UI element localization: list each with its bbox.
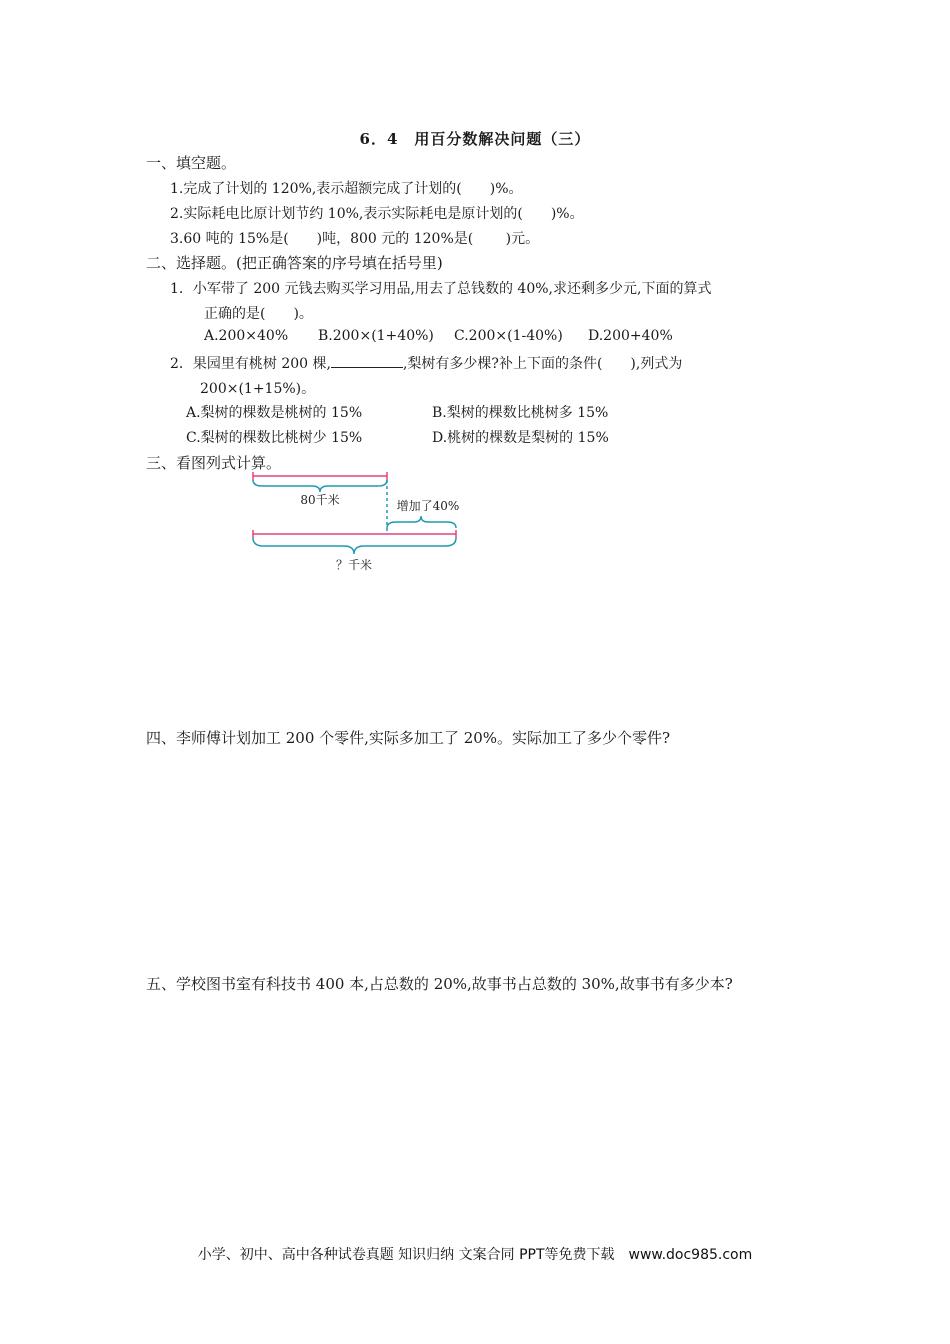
choice-question-2-line1 [170, 353, 682, 373]
q2-suffix: ,梨树有多少棵?补上下面的条件( ),列式为 [402, 356, 683, 372]
fill-question-3: 3.60 吨的 15%是( )吨，800 元的 120%是( )元。 [170, 231, 540, 247]
section2-heading: 二、选择题。(把正确答案的序号填在括号里) [146, 254, 443, 272]
q1-option-d: D.200+40% [588, 328, 673, 344]
section3-heading: 三、看图列式计算。 [146, 454, 282, 472]
choice-question-1-line1: 1．小军带了 200 元钱去购买学习用品,用去了总钱数的 40%,求还剩多少元,下面的算式 [170, 281, 712, 297]
page-title: 6．4 用百分数解决问题（三） [359, 130, 591, 148]
q2-option-b: B.梨树的棵数比桃树多 15% [432, 405, 609, 421]
bottom-length-label: ？千米 [335, 558, 373, 572]
top-length-label: 80千米 [300, 493, 340, 507]
section1-heading: 一、填空题。 [146, 154, 237, 172]
q2-answer-blank[interactable] [331, 353, 403, 368]
q2-option-d: D.桃树的棵数是梨树的 15% [432, 430, 609, 446]
fill-question-2: 2.实际耗电比原计划节约 10%,表示实际耗电是原计划的( )%。 [170, 206, 584, 222]
section5-question: 五、学校图书室有科技书 400 本,占总数的 20%,故事书占总数的 30%,故事书有多少本? [146, 975, 733, 993]
section4-question: 四、李师傅计划加工 200 个零件,实际多加工了 20%。实际加工了多少个零件? [146, 729, 671, 747]
q2-option-c: C.梨树的棵数比桃树少 15% [186, 430, 363, 446]
top-brace [253, 480, 387, 492]
increase-brace [387, 516, 456, 528]
bottom-brace [253, 538, 456, 554]
q1-option-c: C.200×(1-40%) [454, 328, 563, 344]
line-segment-diagram [240, 470, 470, 580]
choice-question-1-line2: 正确的是( )。 [204, 306, 313, 322]
page-footer: 小学、初中、高中各种试卷真题 知识归纳 文案合同 PPT等免费下载 www.doc985.com [197, 1247, 753, 1263]
q1-option-a: A.200×40% [204, 328, 289, 344]
increase-label: 增加了40% [396, 499, 460, 513]
q2-prefix: 2．果园里有桃树 200 棵, [170, 356, 331, 372]
q2-option-a: A.梨树的棵数是桃树的 15% [186, 405, 363, 421]
choice-question-2-line2: 200×(1+15%)。 [200, 381, 316, 397]
q1-option-b: B.200×(1+40%) [318, 328, 434, 344]
fill-question-1: 1.完成了计划的 120%,表示超额完成了计划的( )%。 [170, 181, 523, 197]
